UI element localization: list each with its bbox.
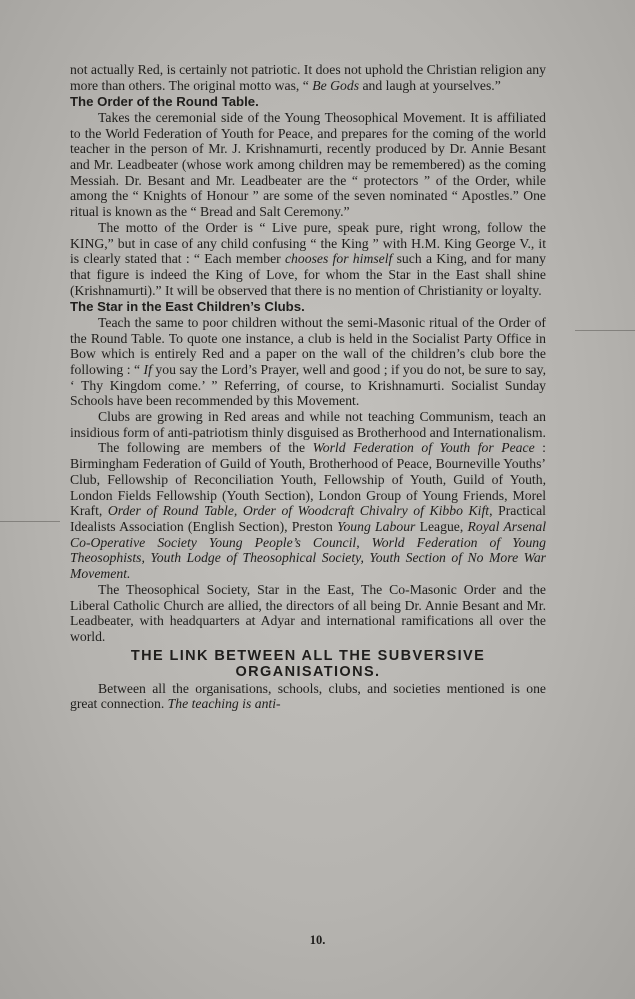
round-table-paragraph-1: Takes the ceremonial side of the Young Theosophical Movement. It is affiliated to the World Federation of Youth for Peace, and prepares for the coming of the world teacher in the person of Mr. J. Krishnamurti, recently produced by Dr. Annie Besant and Mr. Leadbeater (whose work among children may be remembered) as the coming Messiah. Dr. Besant and Mr. Leadbeater are the “ protectors ” of the Order, while among the “ Knights of Honour ” are some of the seven nominated “ Apostles.” One ritual is known as the “ Bread and Salt Ceremony.”: [70, 109, 546, 220]
fold-crease: [0, 521, 60, 522]
heading-round-table: The Order of the Round Table.: [70, 94, 259, 110]
round-table-paragraph-2: The motto of the Order is “ Live pure, speak pure, right wrong, follow the KING,” but in case of any child confusing “ the King ” with H.M. King George V., it is clearly stated that : “ Each member chooses for himself such a King, and for many that figure is indeed the King of Love, for whom the Star in the East shall shine (Krishnamurti).” It will be observed that there is no mention of Christianity or loyalty.: [70, 219, 546, 298]
heading-link-between-organisations: THE LINK BETWEEN ALL THE SUBVERSIVE ORGANISATIONS.: [130, 647, 486, 681]
page-number: 10.: [309, 933, 326, 947]
link-paragraph: Between all the organisations, schools, clubs, and societies mentioned is one great connection. The teaching is anti-: [70, 680, 546, 712]
star-paragraph-1: Teach the same to poor children without the semi-Masonic ritual of the Order of the Round Table. To quote one instance, a club is held in the Socialist Party Office in Bow which is entirely Red and a paper on the wall of the children’s club bore the following : “ If you say the Lord’s Prayer, well and good ; if you do not, be sure to say, ‘ Thy Kingdom come.’ ” Referring, of course, to Krishnamurti. Socialist Sunday Schools have been recommended by this Movement.: [70, 314, 546, 409]
members-paragraph: The following are members of the World Federation of Youth for Peace : Birmingham Federation of Guild of Youth, Brotherhood of Peace, Bourneville Youths’ Club, Fellowship of Reconciliation Youth, Fellowship of Youth, Guild of Youth, London Fields Fellowship (Youth Section), London Group of Young Friends, Morel Kraft, Order of Round Table, Order of Woodcraft Chivalry of Kibbo Kift, Practical Idealists Association (English Section), Preston Young Labour League, Royal Arsenal Co-Operative Society Young People’s Council, World Federation of Young Theosophists, Youth Lodge of Theosophical Society, Youth Section of No More War Movement.: [70, 440, 547, 582]
body-text: [70, 62, 546, 712]
heading-star-in-the-east: The Star in the East Children’s Clubs.: [70, 299, 305, 315]
intro-paragraph: not actually Red, is certainly not patriotic. It does not uphold the Christian religion any more than others. The original motto was, “ Be Gods and laugh at yourselves.”: [70, 62, 546, 93]
star-paragraph-2: Clubs are growing in Red areas and while not teaching Communism, teach an insidious form of anti-patriotism thinly disguised as Brotherhood and Internationalism.: [70, 409, 546, 440]
fold-crease: [575, 330, 635, 331]
allied-paragraph: The Theosophical Society, Star in the East, The Co-Masonic Order and the Liberal Catholic Church are allied, the directors of all being Dr. Annie Besant and Mr. Leadbeater, with headquarters at Adyar and international ramifications all over the world.: [70, 581, 546, 644]
